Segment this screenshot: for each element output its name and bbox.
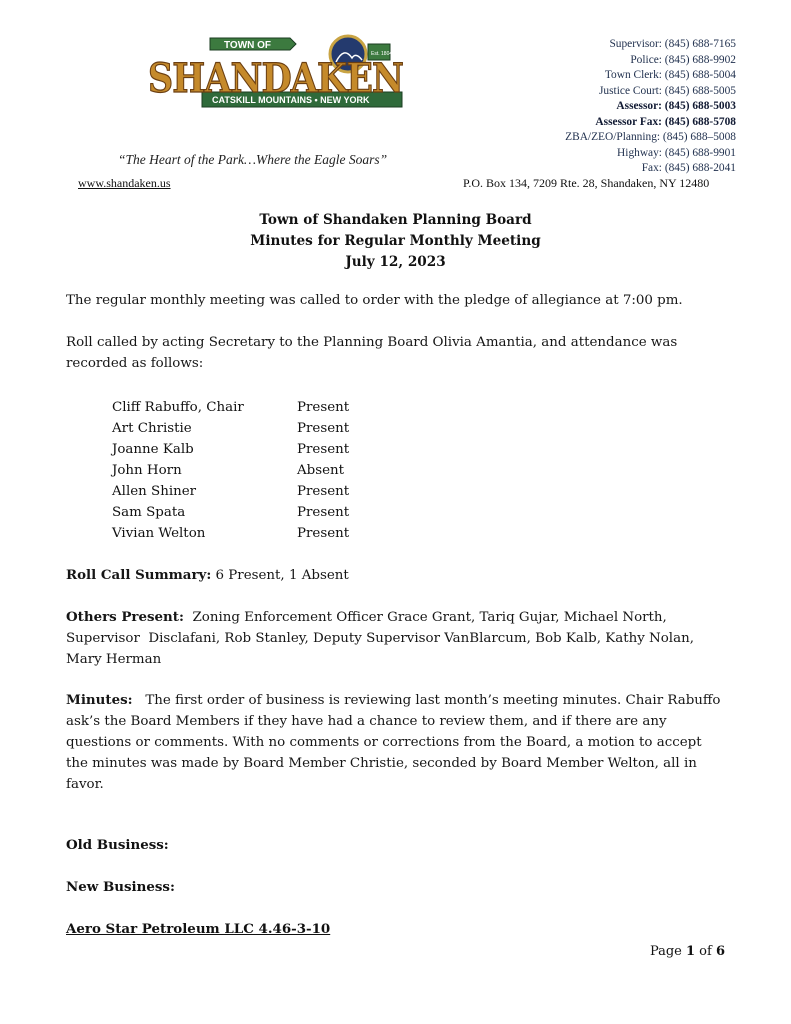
roll-call-list xyxy=(112,397,349,544)
tagline: “The Heart of the Park…Where the Eagle Soars” xyxy=(118,152,388,167)
list-item xyxy=(112,460,349,481)
contact-assessor-fax: Assessor Fax: (845) 688-5708 xyxy=(595,115,736,128)
minutes-paragraph xyxy=(66,690,726,795)
roll-summary-text: 6 Present, 1 Absent xyxy=(211,568,349,583)
roll-summary-paragraph xyxy=(66,565,726,586)
contact-fax: Fax: (845) 688-2041 xyxy=(641,162,736,174)
heading-date: July 12, 2023 xyxy=(345,254,446,270)
website-link[interactable]: www.shandaken.us xyxy=(78,176,171,190)
list-item xyxy=(112,502,349,523)
list-item xyxy=(112,481,349,502)
roll-summary-label: Roll Call Summary: xyxy=(66,567,212,583)
minutes-label: Minutes: xyxy=(66,692,133,708)
member-name: Allen Shiner xyxy=(112,484,197,499)
list-item xyxy=(112,439,349,460)
logo-seal-text: Est. 1804 xyxy=(371,51,393,57)
member-name: Art Christie xyxy=(112,421,192,436)
page-prefix: Page xyxy=(649,944,686,959)
member-name: Joanne Kalb xyxy=(112,442,194,457)
town-logo xyxy=(140,34,410,126)
list-item xyxy=(112,523,349,544)
document-heading xyxy=(0,210,791,273)
contact-police: Police: (845) 688-9902 xyxy=(630,53,736,66)
logo-banner-text: TOWN OF xyxy=(224,40,272,51)
agenda-item-title: Aero Star Petroleum LLC 4.46-3-10 xyxy=(66,921,331,937)
member-name: Vivian Welton xyxy=(112,526,206,541)
heading-board: Town of Shandaken Planning Board xyxy=(259,212,532,228)
page-current: 1 xyxy=(686,944,696,959)
member-status: Present xyxy=(297,400,350,415)
member-status: Absent xyxy=(297,463,345,478)
contact-supervisor: Supervisor: (845) 688-7165 xyxy=(609,38,736,50)
list-item xyxy=(112,418,349,439)
member-status: Present xyxy=(297,442,350,457)
page-number xyxy=(650,944,725,959)
minutes-text: The first order of business is reviewing last month’s meeting minutes. Chair Rabuffo ask’s the Board Members if they have had a chance to review them, and if there are any questions or comments. With no comments or corrections from the Board, a motion to accept the minutes was made by Board Member Christie, seconded by Board Member Welton, all in favor. xyxy=(66,693,725,792)
roll-intro-paragraph: Roll called by acting Secretary to the Planning Board Olivia Amantia, and attendance was recorded as follows: xyxy=(66,335,678,371)
member-status: Present xyxy=(297,421,350,436)
new-business-heading: New Business: xyxy=(66,879,175,895)
others-present-paragraph xyxy=(66,607,726,670)
contact-assessor: Assessor: (845) 688-5003 xyxy=(616,100,736,112)
member-status: Present xyxy=(297,526,350,541)
member-status: Present xyxy=(297,484,350,499)
contact-town-clerk: Town Clerk: (845) 688-5004 xyxy=(604,69,736,81)
heading-title: Minutes for Regular Monthly Meeting xyxy=(250,233,541,249)
member-name: John Horn xyxy=(112,463,182,478)
contact-list xyxy=(565,37,736,177)
logo-wordmark: SHANDAKEN xyxy=(148,55,403,102)
call-to-order-paragraph: The regular monthly meeting was called to order with the pledge of allegiance at 7:00 pm. xyxy=(66,293,683,308)
page-total: 6 xyxy=(715,944,725,959)
mailing-address: P.O. Box 134, 7209 Rte. 28, Shandaken, NY 12480 xyxy=(463,176,710,190)
logo-subtext: CATSKILL MOUNTAINS • NEW YORK xyxy=(212,95,370,105)
member-status: Present xyxy=(297,505,350,520)
contact-justice-court: Justice Court: (845) 688-5005 xyxy=(599,84,736,97)
member-name: Sam Spata xyxy=(112,505,186,520)
others-present-text: Zoning Enforcement Officer Grace Grant, Tariq Gujar, Michael North, Supervisor Disclafani, Rob Stanley, Deputy Supervisor VanBlarcum, Bob Kalb, Kathy Nolan, Mary Herman xyxy=(66,610,699,667)
contact-highway: Highway: (845) 688-9901 xyxy=(617,146,736,159)
contact-zba: ZBA/ZEO/Planning: (845) 688–5008 xyxy=(565,131,736,143)
others-present-label: Others Present: xyxy=(66,609,184,625)
old-business-heading: Old Business: xyxy=(66,837,169,853)
list-item xyxy=(112,397,349,418)
page-of: of xyxy=(695,944,716,959)
member-name: Cliff Rabuffo, Chair xyxy=(112,400,244,415)
